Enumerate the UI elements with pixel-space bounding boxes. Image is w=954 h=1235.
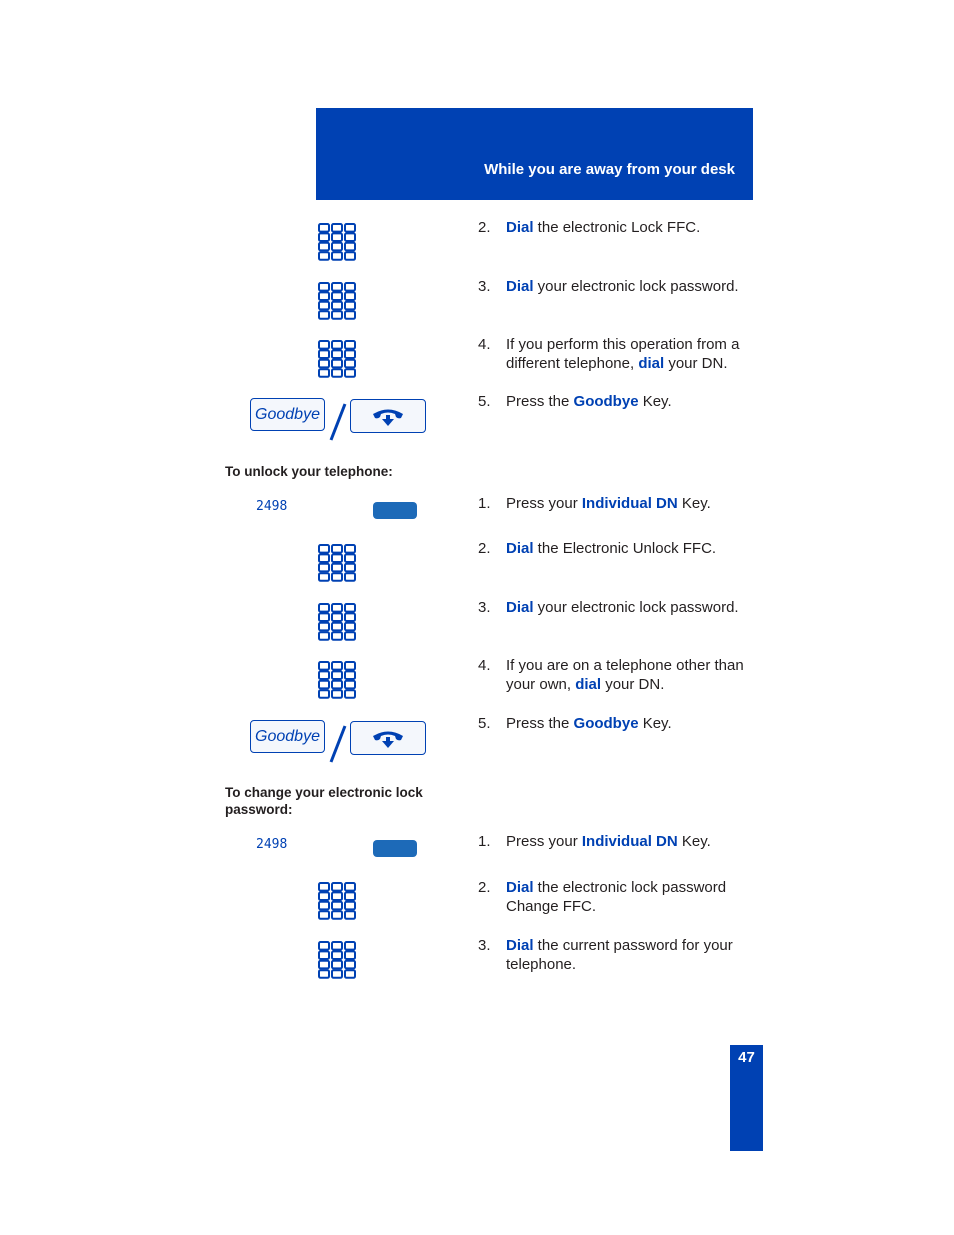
section-label-change: To change your electronic lock password: (225, 785, 423, 817)
keypad-icon (318, 941, 356, 979)
step-text: Dial the electronic lock password Change FFC. (506, 879, 727, 915)
keypad-icon (318, 223, 356, 261)
individual-dn-key[interactable] (373, 502, 417, 519)
step-text: Dial your electronic lock password. (506, 278, 739, 295)
step-text: Press the Goodbye Key. (506, 715, 672, 732)
handset-hangup-icon[interactable] (350, 399, 426, 433)
step-keyword: Dial (506, 879, 534, 896)
step-number: 3. (478, 599, 491, 616)
header-band (316, 108, 753, 200)
goodbye-key[interactable]: Goodbye (250, 720, 325, 753)
dn-display: 2498 (256, 837, 288, 852)
step-keyword: Dial (506, 540, 534, 557)
keypad-icon (318, 340, 356, 378)
step-keyword: dial (575, 676, 602, 693)
keypad-icon (318, 661, 356, 699)
page-title: While you are away from your desk (484, 161, 735, 178)
slash-icon (328, 402, 348, 442)
step-number: 1. (478, 833, 491, 850)
step-number: 3. (478, 937, 491, 954)
step-number: 1. (478, 495, 491, 512)
section-label-unlock: To unlock your telephone: (225, 464, 393, 479)
keypad-icon (318, 603, 356, 641)
step-keyword: dial (638, 355, 665, 372)
step-keyword: Dial (506, 599, 534, 616)
step-text: Dial the electronic Lock FFC. (506, 219, 701, 236)
step-number: 3. (478, 278, 491, 295)
step-text: Dial the current password for your telephone. (506, 937, 733, 973)
step-number: 2. (478, 219, 491, 236)
step-number: 5. (478, 393, 491, 410)
handset-hangup-icon (368, 726, 408, 750)
step-number: 4. (478, 336, 491, 353)
keypad-icon (318, 882, 356, 920)
step-number: 2. (478, 540, 491, 557)
step-keyword: Goodbye (573, 715, 639, 732)
step-keyword: Individual DN (581, 833, 678, 850)
handset-hangup-icon[interactable] (350, 721, 426, 755)
step-text: Dial your electronic lock password. (506, 599, 739, 616)
page-tab (730, 1045, 763, 1151)
step-text: Press your Individual DN Key. (506, 833, 711, 850)
step-keyword: Dial (506, 278, 534, 295)
slash-icon (328, 724, 348, 764)
goodbye-key[interactable]: Goodbye (250, 398, 325, 431)
step-text: Press the Goodbye Key. (506, 393, 672, 410)
step-keyword: Individual DN (581, 495, 678, 512)
individual-dn-key[interactable] (373, 840, 417, 857)
step-keyword: Dial (506, 937, 534, 954)
step-number: 5. (478, 715, 491, 732)
keypad-icon (318, 282, 356, 320)
step-number: 4. (478, 657, 491, 674)
step-text: If you perform this operation from a different telephone, dial your DN. (506, 336, 740, 372)
step-keyword: Goodbye (573, 393, 639, 410)
step-keyword: Dial (506, 219, 534, 236)
step-number: 2. (478, 879, 491, 896)
step-text: Dial the Electronic Unlock FFC. (506, 540, 717, 557)
handset-hangup-icon (368, 404, 408, 428)
dn-display: 2498 (256, 499, 288, 514)
page-number: 47 (738, 1049, 755, 1066)
step-text: Press your Individual DN Key. (506, 495, 711, 512)
step-text: If you are on a telephone other than your own, dial your DN. (506, 657, 744, 693)
keypad-icon (318, 544, 356, 582)
